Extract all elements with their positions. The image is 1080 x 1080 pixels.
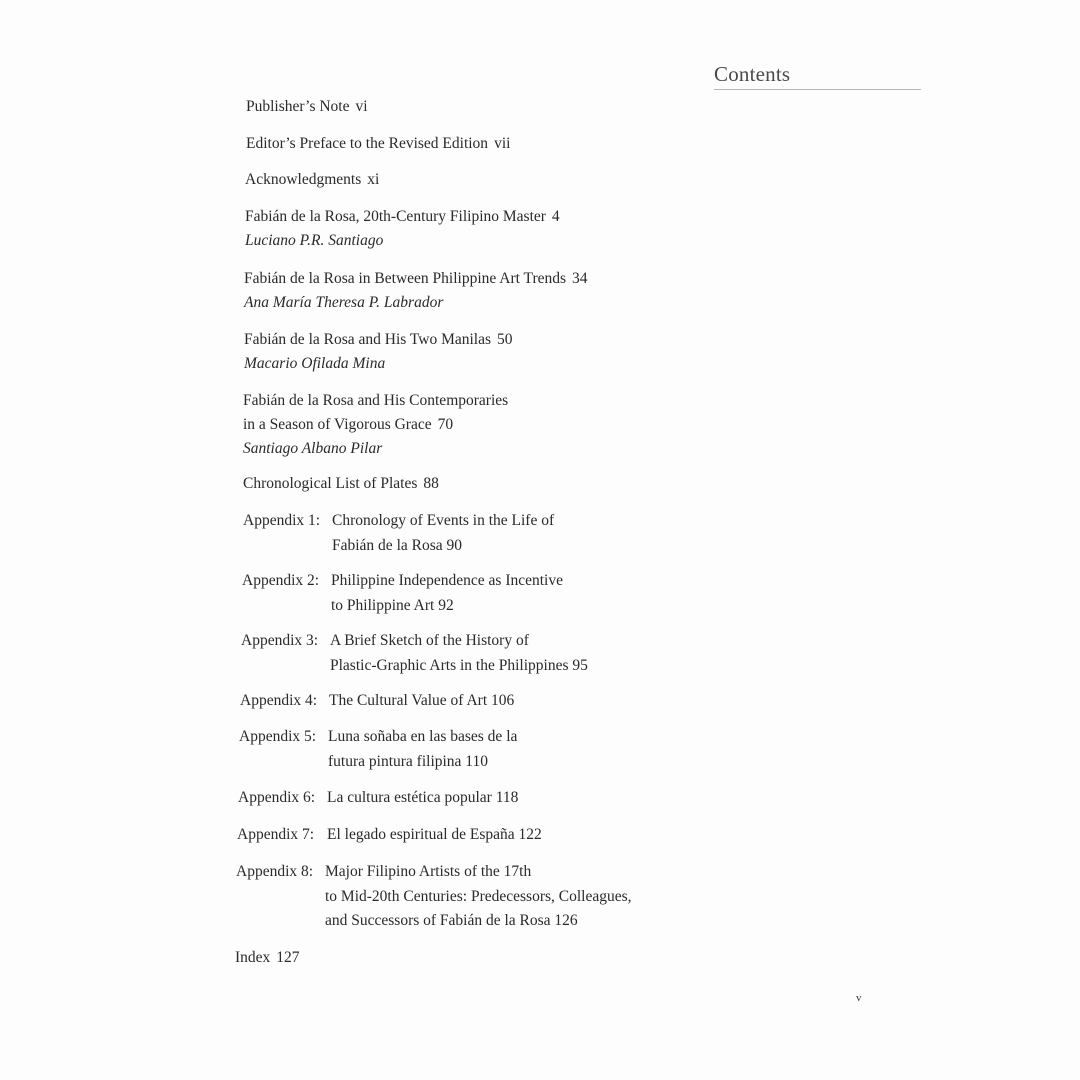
toc-entry-publishers-note[interactable] <box>246 95 368 119</box>
appendix-label: Appendix 6: <box>238 789 316 806</box>
appendix-title-line: El legado espiritual de España 122 <box>327 826 542 843</box>
entry-title-line-2: in a Season of Vigorous Grace <box>243 416 432 433</box>
toc-entry-essay-santiago[interactable] <box>245 205 560 253</box>
entry-title: Index <box>235 949 271 966</box>
toc-entry-essay-mina[interactable] <box>244 328 513 376</box>
appendix-title-line: A Brief Sketch of the History of <box>330 632 529 649</box>
appendix-label: Appendix 8: <box>236 863 314 880</box>
page-number: v <box>856 992 862 1004</box>
appendix-label: Appendix 5: <box>239 728 317 745</box>
appendix-title-line: Fabián de la Rosa 90 <box>332 536 463 554</box>
heading-rule <box>714 89 921 90</box>
toc-entry-essay-labrador[interactable] <box>244 267 588 315</box>
entry-author: Luciano P.R. Santiago <box>245 232 384 249</box>
entry-page: vii <box>494 135 511 152</box>
entry-title: Fabián de la Rosa in Between Philippine Art Trends <box>244 270 567 287</box>
toc-entry-essay-pilar[interactable] <box>243 389 508 461</box>
appendix-label: Appendix 1: <box>243 512 321 529</box>
entry-title: Chronological List of Plates <box>243 475 418 492</box>
appendix-label: Appendix 7: <box>237 826 315 843</box>
toc-entry-editors-preface[interactable] <box>246 132 510 156</box>
entry-page: 4 <box>551 208 560 225</box>
entry-page: vi <box>355 98 368 115</box>
entry-page: 127 <box>276 949 300 966</box>
appendix-title-line: Chronology of Events in the Life of <box>332 512 555 529</box>
appendix-title-line: La cultura estética popular 118 <box>327 789 519 806</box>
appendix-title-line: Philippine Independence as Incentive <box>331 572 563 589</box>
appendix-title-line: futura pintura filipina 110 <box>328 752 488 770</box>
entry-page: 50 <box>497 331 513 348</box>
toc-entry-acknowledgments[interactable] <box>245 168 379 192</box>
entry-author: Ana María Theresa P. Labrador <box>244 294 444 311</box>
appendix-title-line: Plastic-Graphic Arts in the Philippines 95 <box>330 656 588 674</box>
appendix-title-line: to Philippine Art 92 <box>331 596 454 614</box>
toc-entry-plates[interactable] <box>243 472 439 496</box>
entry-author: Macario Ofilada Mina <box>244 355 386 372</box>
appendix-label: Appendix 4: <box>240 692 318 709</box>
entry-title: Publisher’s Note <box>246 98 350 115</box>
appendix-title-line: Luna soñaba en las bases de la <box>328 728 518 745</box>
appendix-label: Appendix 3: <box>241 632 319 649</box>
entry-page: 70 <box>437 416 454 433</box>
entry-title: Editor’s Preface to the Revised Edition <box>246 135 489 152</box>
entry-page: 88 <box>423 475 439 492</box>
toc-entry-index[interactable] <box>235 946 300 970</box>
entry-title-line-1: Fabián de la Rosa and His Contemporaries <box>243 392 509 409</box>
entry-page: xi <box>367 171 380 188</box>
appendix-title-line: Major Filipino Artists of the 17th <box>325 863 532 880</box>
entry-title: Fabián de la Rosa, 20th-Century Filipino Master <box>245 208 546 225</box>
appendix-title-line: and Successors of Fabián de la Rosa 126 <box>325 912 578 929</box>
contents-heading-block <box>714 60 921 90</box>
appendix-title-line: The Cultural Value of Art 106 <box>329 692 515 709</box>
appendix-title-line: to Mid-20th Centuries: Predecessors, Colleagues, <box>325 887 632 905</box>
entry-title: Acknowledgments <box>245 171 362 188</box>
entry-title: Fabián de la Rosa and His Two Manilas <box>244 331 492 348</box>
entry-author: Santiago Albano Pilar <box>243 440 383 457</box>
entry-page: 34 <box>572 270 588 287</box>
appendix-label: Appendix 2: <box>242 572 320 589</box>
page-title: Contents <box>714 62 791 86</box>
